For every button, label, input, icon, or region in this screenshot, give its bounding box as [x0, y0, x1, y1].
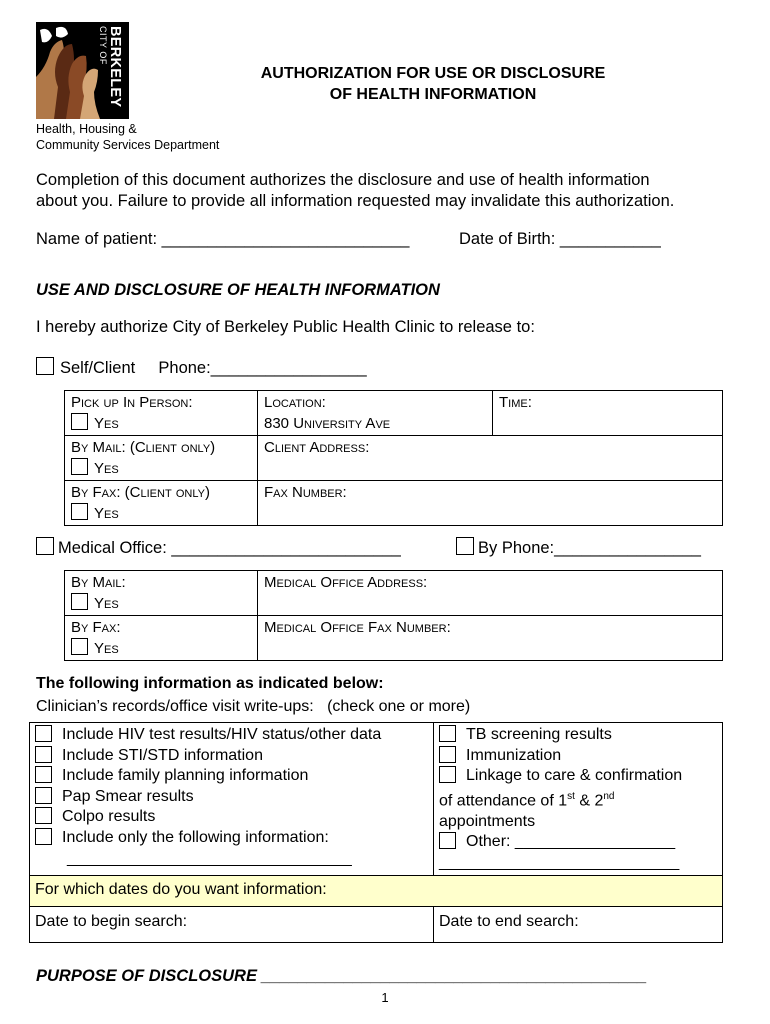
mail-label: By Mail: (Client only): [71, 439, 216, 456]
by-phone-row: [456, 537, 701, 558]
right-extra-field[interactable]: ___________________________: [439, 853, 680, 871]
location-label: Location:: [264, 394, 326, 411]
time-label: Time:: [499, 394, 532, 411]
pickup-yes-label: Yes: [94, 415, 119, 432]
end-search-label: Date to end search:: [439, 913, 579, 931]
use-disclosure-heading: USE AND DISCLOSURE OF HEALTH INFORMATION: [36, 281, 440, 299]
option-other: Other: __________________: [439, 832, 717, 853]
form-title-line2: OF HEALTH INFORMATION: [329, 86, 537, 103]
information-heading: The following information as indicated below:: [36, 675, 384, 692]
fax-yes-checkbox[interactable]: [71, 503, 88, 520]
mo-fax-cell: [65, 616, 258, 661]
medical-office-checkbox[interactable]: [36, 537, 54, 555]
option-only-following: Include only the following information:: [35, 828, 428, 849]
page-number: 1: [381, 990, 389, 1005]
intro-line1: Completion of this document authorizes the disclosure and use of health information: [36, 171, 650, 189]
mail-yes-label: Yes: [94, 460, 119, 477]
self-client-row: [36, 357, 367, 378]
information-options-table: [29, 722, 723, 943]
medical-office-delivery-table: [64, 570, 723, 661]
patient-name-row: [36, 230, 409, 249]
fax-yes-label: Yes: [94, 505, 119, 522]
dates-prompt: For which dates do you want information:: [35, 881, 327, 899]
option-hiv: Include HIV test results/HIV status/other data: [35, 725, 428, 746]
option-tb-checkbox[interactable]: [439, 725, 456, 742]
city-of-berkeley-logo: [36, 22, 129, 119]
self-client-label: Self/Client: [60, 359, 136, 377]
by-phone-label: By Phone:: [478, 539, 555, 557]
fax-number-label: Fax Number:: [264, 484, 347, 501]
location-cell: [258, 391, 493, 436]
right-options-cell: [434, 723, 723, 876]
option-tb: TB screening results: [439, 725, 717, 746]
only-following-field[interactable]: ________________________________: [67, 849, 352, 867]
mail-cell: [65, 436, 258, 481]
mo-mail-label: By Mail:: [71, 574, 126, 591]
dates-prompt-cell: [30, 876, 723, 907]
dob-row: [459, 230, 661, 249]
self-client-delivery-table: [64, 390, 723, 526]
medical-office-field[interactable]: _________________________: [171, 539, 401, 557]
logo-text-large: BERKELEY: [107, 26, 123, 108]
medical-office-label: Medical Office:: [58, 539, 167, 557]
intro-line2: about you. Failure to provide all information requested may invalidate this authorization.: [36, 192, 675, 210]
mo-fax-number-label: Medical Office Fax Number:: [264, 619, 451, 636]
left-options-cell: [30, 723, 434, 876]
location-value: 830 University Ave: [264, 415, 391, 432]
purpose-label: PURPOSE OF DISCLOSURE: [36, 967, 257, 985]
option-pap-smear-checkbox[interactable]: [35, 787, 52, 804]
pickup-label: Pick up In Person:: [71, 394, 193, 411]
form-title-line1: AUTHORIZATION FOR USE OR DISCLOSURE: [260, 65, 606, 82]
mo-address-cell[interactable]: [258, 571, 723, 616]
department-line2: Community Services Department: [36, 138, 220, 152]
option-colpo-checkbox[interactable]: [35, 807, 52, 824]
self-client-phone-field[interactable]: _________________: [210, 359, 367, 377]
authorize-statement: I hereby authorize City of Berkeley Public Health Clinic to release to:: [36, 318, 535, 336]
dob-field[interactable]: ___________: [559, 230, 661, 248]
logo-text-small: CITY OF: [98, 26, 108, 65]
by-phone-checkbox[interactable]: [456, 537, 474, 555]
mo-mail-cell: [65, 571, 258, 616]
mo-mail-yes-label: Yes: [94, 595, 119, 612]
information-subheading: Clinician’s records/office visit write-ups: (check one or more): [36, 698, 471, 715]
mail-yes-checkbox[interactable]: [71, 458, 88, 475]
option-linkage-checkbox[interactable]: [439, 766, 456, 783]
option-immunization: Immunization: [439, 746, 717, 767]
department-name: [36, 121, 219, 153]
self-client-checkbox[interactable]: [36, 357, 54, 375]
by-phone-field[interactable]: ________________: [554, 539, 701, 557]
pickup-cell: [65, 391, 258, 436]
end-search-cell[interactable]: [434, 907, 723, 943]
option-family-planning: Include family planning information: [35, 766, 428, 787]
option-colpo: Colpo results: [35, 807, 428, 828]
mo-fax-yes-checkbox[interactable]: [71, 638, 88, 655]
purpose-row: [36, 967, 647, 986]
option-pap-smear: Pap Smear results: [35, 787, 428, 808]
option-linkage-line2: of attendance of 1st & 2nd: [439, 790, 615, 810]
form-title: [200, 63, 666, 105]
option-sti-checkbox[interactable]: [35, 746, 52, 763]
mo-mail-yes-checkbox[interactable]: [71, 593, 88, 610]
client-address-cell[interactable]: [258, 436, 723, 481]
patient-name-field[interactable]: ___________________________: [161, 230, 410, 248]
option-immunization-checkbox[interactable]: [439, 746, 456, 763]
option-other-checkbox[interactable]: [439, 832, 456, 849]
patient-name-label: Name of patient:: [36, 230, 158, 248]
fax-number-cell[interactable]: [258, 481, 723, 526]
fax-cell: [65, 481, 258, 526]
option-only-following-checkbox[interactable]: [35, 828, 52, 845]
begin-search-label: Date to begin search:: [35, 913, 188, 931]
fax-label: By Fax: (Client only): [71, 484, 210, 501]
purpose-field[interactable]: __________________________________________: [261, 967, 647, 985]
option-sti: Include STI/STD information: [35, 746, 428, 767]
mo-fax-number-cell[interactable]: [258, 616, 723, 661]
time-cell[interactable]: [493, 391, 723, 436]
option-family-planning-checkbox[interactable]: [35, 766, 52, 783]
self-client-phone-label: Phone:: [158, 359, 211, 377]
option-hiv-checkbox[interactable]: [35, 725, 52, 742]
dob-label: Date of Birth:: [459, 230, 556, 248]
option-linkage-line3: appointments: [439, 812, 536, 830]
mo-fax-yes-label: Yes: [94, 640, 119, 657]
mo-fax-label: By Fax:: [71, 619, 121, 636]
department-line1: Health, Housing &: [36, 122, 137, 136]
pickup-yes-checkbox[interactable]: [71, 413, 88, 430]
option-other-field[interactable]: __________________: [514, 833, 676, 851]
mo-address-label: Medical Office Address:: [264, 574, 428, 591]
medical-office-row: [36, 537, 401, 558]
begin-search-cell[interactable]: [30, 907, 434, 943]
option-linkage: Linkage to care & confirmation: [439, 766, 717, 787]
intro-paragraph: [36, 170, 736, 212]
client-address-label: Client Address:: [264, 439, 370, 456]
